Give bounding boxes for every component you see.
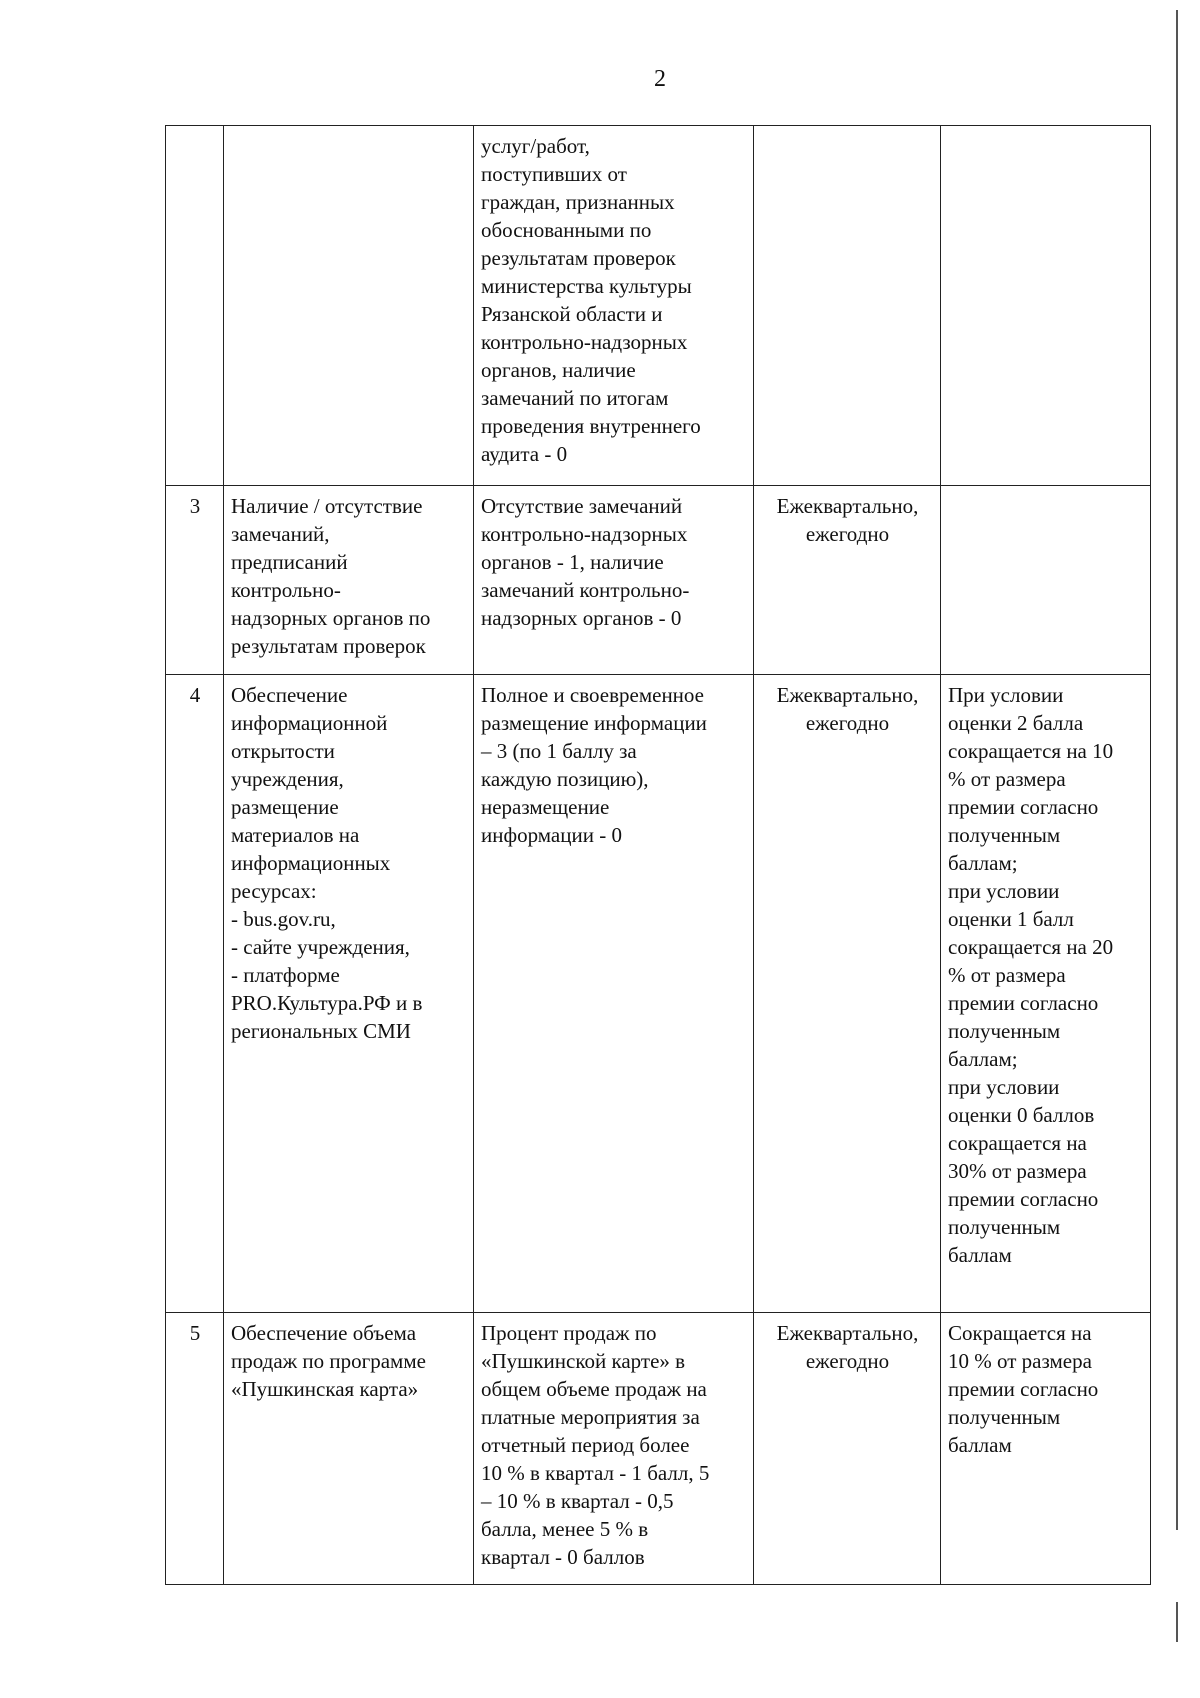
row-number: 4: [166, 675, 224, 1313]
period-cell: Ежеквартально, ежегодно: [754, 675, 941, 1313]
table-row: [166, 1313, 1151, 1585]
note-cell: Сокращается на 10 % от размера премии согласно полученным баллам: [941, 1313, 1151, 1585]
note-cell: [941, 486, 1151, 675]
indicator-cell: Обеспечение объема продаж по программе «Пушкинская карта»: [224, 1313, 474, 1585]
table-row: [166, 126, 1151, 486]
page-edge-line: [1176, 10, 1178, 1530]
indicator-cell: Обеспечение информационной открытости учреждения, размещение материалов на информационных ресурсах: - bus.gov.ru, - сайте учреждения, - платформе PRO.Культура.РФ и в региональных СМИ: [224, 675, 474, 1313]
note-cell: При условии оценки 2 балла сокращается на 10 % от размера премии согласно полученным баллам; при условии оценки 1 балл сокращается на 20 % от размера премии согласно полученным баллам; при условии оценки 0 баллов сокращается на 30% от размера премии согласно полученным баллам: [941, 675, 1151, 1313]
period-cell: [754, 126, 941, 486]
criteria-cell: Процент продаж по «Пушкинской карте» в общем объеме продаж на платные мероприятия за отчетный период более 10 % в квартал - 1 балл, 5 – 10 % в квартал - 0,5 балла, менее 5 % в квартал - 0 баллов: [474, 1313, 754, 1585]
period-cell: Ежеквартально, ежегодно: [754, 486, 941, 675]
table-row: [166, 486, 1151, 675]
page-number: 2: [654, 66, 666, 92]
criteria-cell: услуг/работ, поступивших от граждан, признанных обоснованными по результатам проверок министерства культуры Рязанской области и контрольно-надзорных органов, наличие замечаний по итогам проведения внутреннего аудита - 0: [474, 126, 754, 486]
row-number: 5: [166, 1313, 224, 1585]
criteria-table: [165, 125, 1151, 1585]
row-number: 3: [166, 486, 224, 675]
criteria-cell: Полное и своевременное размещение информации – 3 (по 1 баллу за каждую позицию), неразмещение информации - 0: [474, 675, 754, 1313]
criteria-cell: Отсутствие замечаний контрольно-надзорных органов - 1, наличие замечаний контрольно- надзорных органов - 0: [474, 486, 754, 675]
indicator-cell: [224, 126, 474, 486]
period-cell: Ежеквартально, ежегодно: [754, 1313, 941, 1585]
page-edge-mark: [1176, 1602, 1178, 1642]
row-number: [166, 126, 224, 486]
note-cell: [941, 126, 1151, 486]
table-row: [166, 675, 1151, 1313]
indicator-cell: Наличие / отсутствие замечаний, предписаний контрольно- надзорных органов по результатам проверок: [224, 486, 474, 675]
